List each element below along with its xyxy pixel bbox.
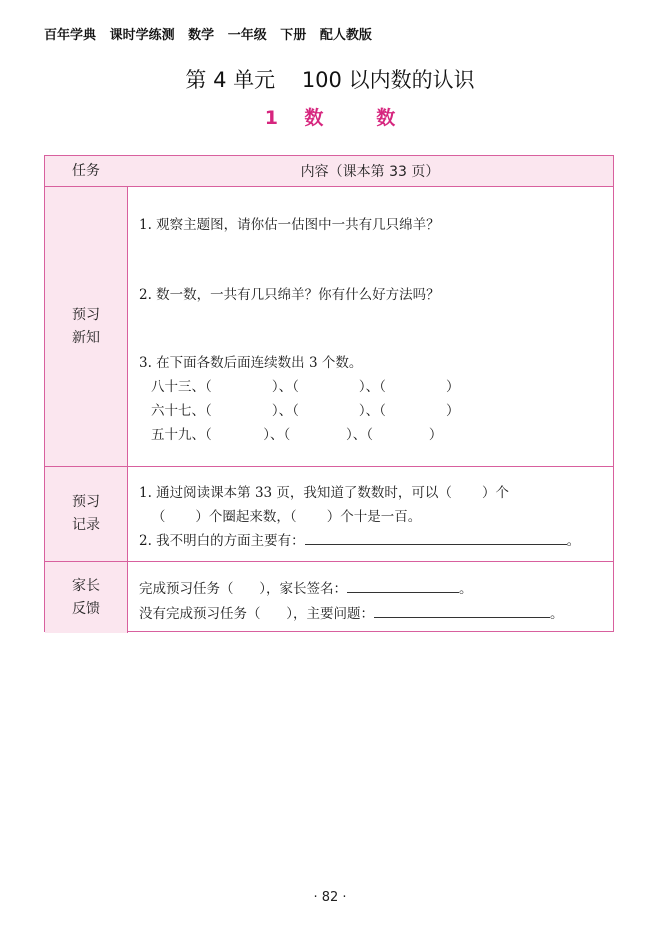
label-line: 记录: [72, 517, 100, 533]
label-line: 反馈: [72, 600, 100, 617]
preview-table: [44, 155, 614, 632]
unit-title: 第 4 单元 100 以内数的认识: [185, 68, 475, 92]
problem-blank[interactable]: [374, 603, 550, 618]
question-2: 2. 数一数，一共有几只绵羊？你有什么好方法吗？: [139, 287, 440, 303]
preview-record-label: [45, 467, 128, 561]
book-header: 百年学典 课时学练测 数学 一年级 下册 配人教版: [44, 28, 372, 43]
page-number: · 82 ·: [313, 890, 347, 905]
record-line-1: 1. 通过阅读课本第 33 页，我知道了数数时，可以（ ）个: [139, 485, 509, 501]
task-column-header: 任务: [45, 156, 128, 186]
label-line: 预习: [72, 306, 100, 323]
feedback-line-2-text: 没有完成预习任务（ ），主要问题：: [139, 606, 374, 622]
question-3: 3. 在下面各数后面连续数出 3 个数。: [139, 355, 363, 371]
preview-knowledge-label: [45, 187, 128, 466]
record-line-3: [139, 529, 580, 549]
preview-knowledge-content: [127, 187, 613, 466]
count-row-59: 五十九、（ ）、（ ）、（ ）: [151, 427, 443, 443]
table-row-parent-feedback: [45, 562, 613, 633]
feedback-line-1-text: 完成预习任务（ ），家长签名：: [139, 581, 347, 597]
preview-record-content: [127, 467, 613, 561]
content-column-header: 内容（课本第 33 页）: [127, 156, 613, 186]
parent-feedback-label: [45, 562, 128, 633]
parent-feedback-content: [127, 562, 613, 633]
feedback-line-2: [139, 602, 564, 622]
answer-blank[interactable]: [305, 530, 567, 545]
label-line: 家长: [72, 577, 100, 594]
label-line: 新知: [72, 329, 100, 346]
count-row-67: 六十七、（ ）、（ ）、（ ）: [151, 403, 460, 419]
table-row-preview-knowledge: [45, 187, 613, 467]
feedback-line-1-end: 。: [459, 581, 473, 597]
feedback-line-1: [139, 577, 473, 597]
record-line-3-text: 2. 我不明白的方面主要有：: [139, 533, 305, 549]
feedback-line-2-end: 。: [550, 606, 564, 622]
table-header-row: [45, 156, 613, 187]
question-1: 1. 观察主题图，请你估一估图中一共有几只绵羊？: [139, 217, 440, 233]
table-row-preview-record: [45, 467, 613, 562]
record-line-3-end: 。: [566, 533, 581, 549]
count-row-83: 八十三、（ ）、（ ）、（ ）: [151, 379, 460, 395]
label-line: 预习: [72, 494, 100, 510]
signature-blank[interactable]: [347, 578, 459, 593]
record-line-2: （ ）个圈起来数，（ ）个十是一百。: [139, 509, 422, 525]
lesson-title: 1 数 数: [264, 107, 396, 129]
